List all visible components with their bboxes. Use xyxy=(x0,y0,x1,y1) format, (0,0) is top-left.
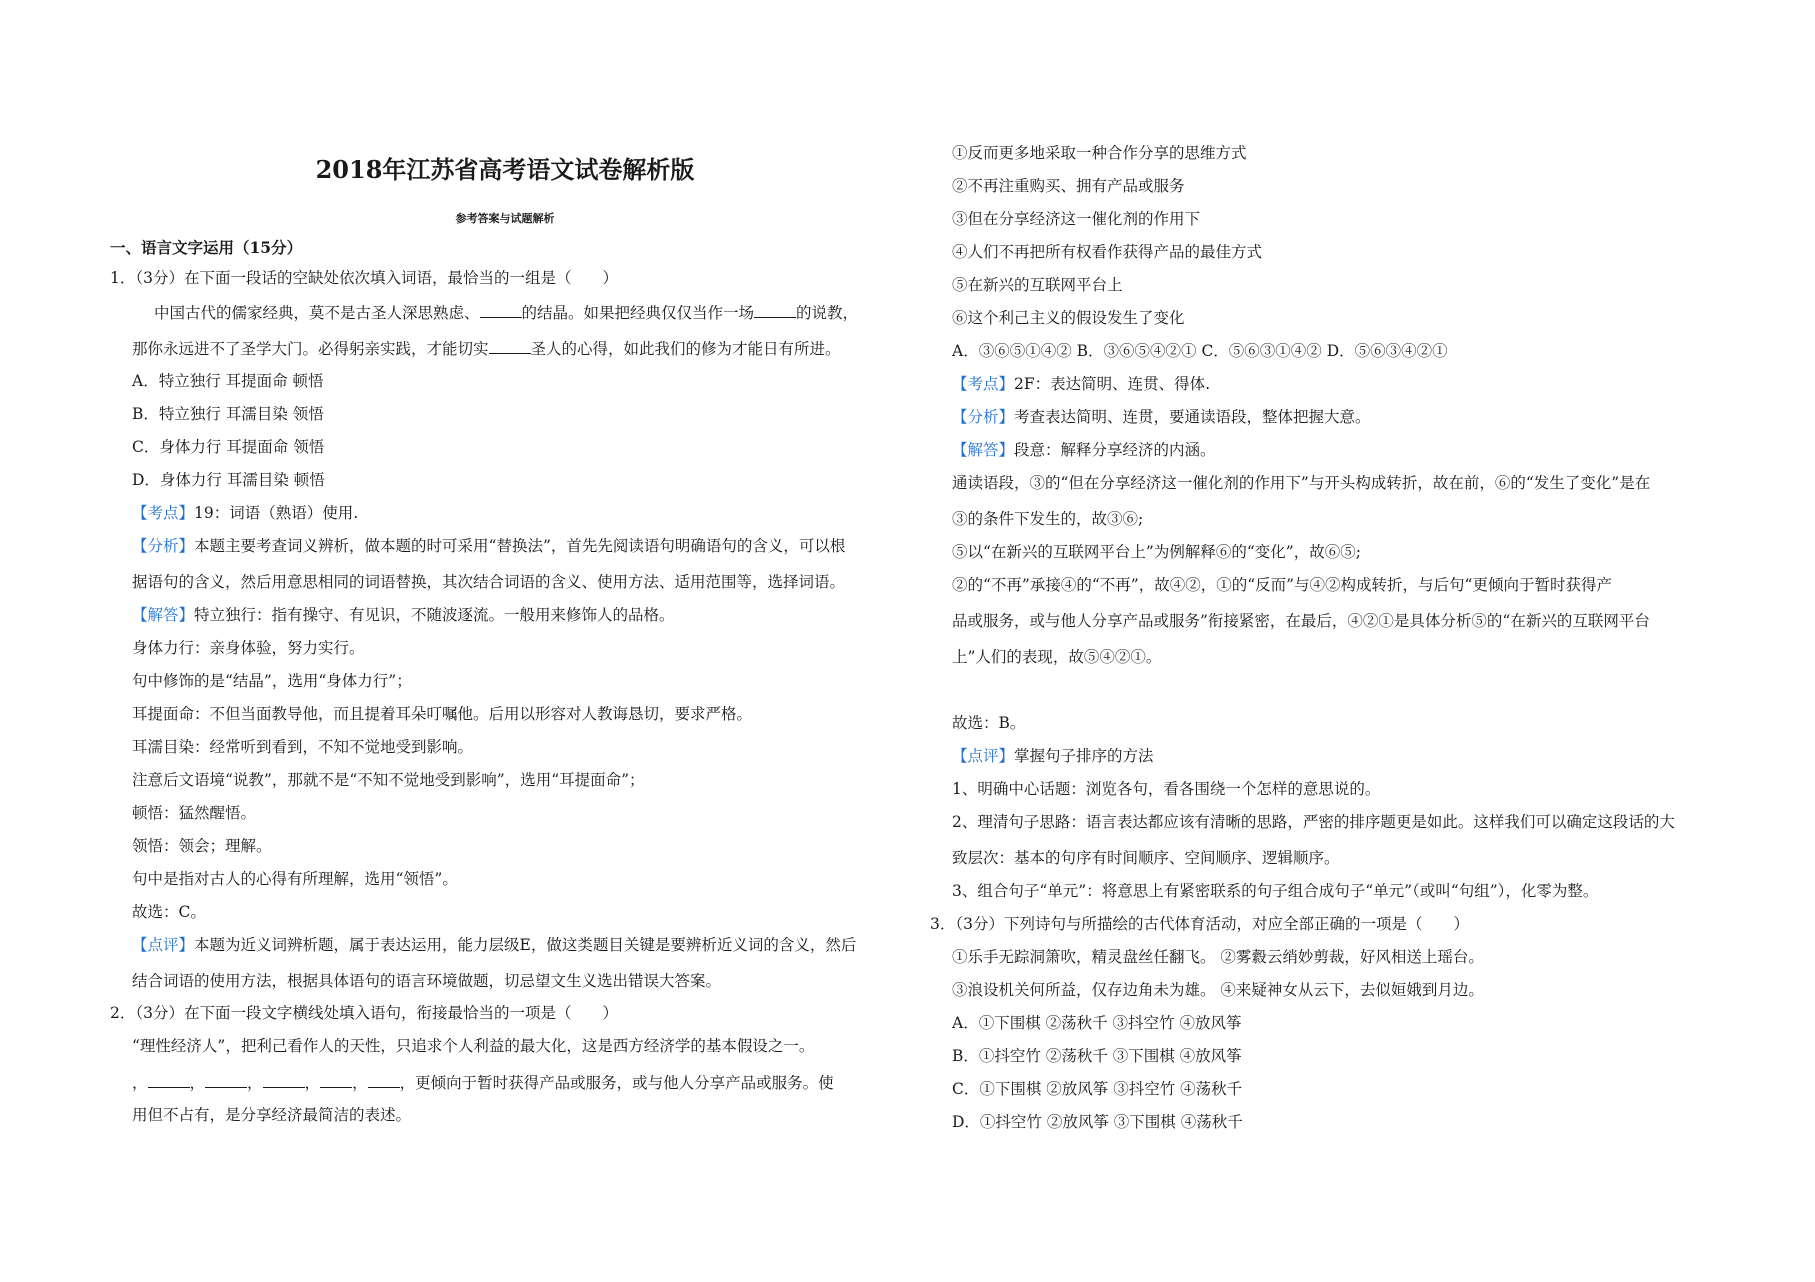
blank xyxy=(489,338,531,354)
q1-jieda-line: 句中是指对古人的心得有所理解，选用“领悟”。 xyxy=(132,870,458,888)
q2-jieda-line: ⑤以“在新兴的互联网平台上”为例解释⑥的“变化”，故⑥⑤; xyxy=(952,543,1361,561)
q3-option-b: B．①抖空竹 ②荡秋千 ③下围棋 ④放风筝 xyxy=(952,1047,1242,1065)
q2-jieda-line: 上”人们的表现，故⑤④②①。 xyxy=(952,648,1162,666)
q1-option-b: B．特立独行 耳濡目染 领悟 xyxy=(132,405,324,423)
q2-kaodian: 【考点】2F：表达简明、连贯、得体. xyxy=(952,375,1211,393)
q1-jieda: 【解答】特立独行：指有操守、有见识，不随波逐流。一般用来修饰人的品格。 xyxy=(132,606,675,624)
q1-passage-line-1: 中国古代的儒家经典，莫不是古圣人深思熟虑、 的结晶。如果把经典仅仅当作一场 的说教， xyxy=(154,304,859,322)
q2-jieda-line: ③的条件下发生的，故③⑥; xyxy=(952,510,1144,528)
q2-dianping-line: 1、明确中心话题：浏览各句，看各围绕一个怎样的意思说的。 xyxy=(952,780,1381,798)
document-subtitle: 参考答案与试题解析 xyxy=(455,212,555,225)
q1-answer: 故选：C。 xyxy=(132,903,206,921)
blank xyxy=(148,1072,190,1088)
q1-jieda-line: 领悟：领会；理解。 xyxy=(132,837,272,855)
q1-jieda-line: 耳濡目染：经常听到看到，不知不觉地受到影响。 xyxy=(132,738,474,756)
q3-poem-line: ③浪设机关何所益，仅存边角未为雄。 ④来疑神女从云下，去似姮娥到月边。 xyxy=(952,981,1484,999)
q1-dianping-2: 结合词语的使用方法，根据具体语句的语言环境做题，切忌望文生义选出错误大答案。 xyxy=(132,972,722,990)
section-heading: 一、语言文字运用（15分） xyxy=(110,238,303,257)
q1-option-a: A．特立独行 耳提面命 顿悟 xyxy=(132,372,324,390)
q2-jieda-line: 通读语段，③的“但在分享经济这一催化剂的作用下”与开头构成转折，故在前，⑥的“发生了变化”是在 xyxy=(952,474,1651,492)
q2-fenxi: 【分析】考查表达简明、连贯，要通读语段，整体把握大意。 xyxy=(952,408,1371,426)
q2-sentence-4: ④人们不再把所有权看作获得产品的最佳方式 xyxy=(952,243,1263,261)
q1-kaodian: 【考点】19：词语（熟语）使用. xyxy=(132,504,359,522)
q1-jieda-line: 身体力行：亲身体验，努力实行。 xyxy=(132,639,365,657)
q2-sentence-5: ⑤在新兴的互联网平台上 xyxy=(952,276,1123,294)
q1-stem: 1．（3分）在下面一段话的空缺处依次填入词语，最恰当的一组是（ ） xyxy=(110,269,618,287)
q2-answer: 故选：B。 xyxy=(952,714,1026,732)
blank xyxy=(320,1072,352,1088)
q1-passage-line-2: 那你永远进不了圣学大门。必得躬亲实践，才能切实 圣人的心得，如此我们的修为才能日有所进。 xyxy=(132,340,841,358)
q1-option-c: C．身体力行 耳提面命 领悟 xyxy=(132,438,325,456)
blank xyxy=(205,1072,247,1088)
q1-fenxi-2: 据语句的含义，然后用意思相同的词语替换，其次结合词语的含义、使用方法、适用范围等，选择词语。 xyxy=(132,573,846,591)
q1-jieda-line: 注意后文语境“说教”，那就不是“不知不觉地受到影响”，选用“耳提面命”； xyxy=(132,771,645,789)
q2-dianping-line: 2、理清句子思路：语言表达都应该有清晰的思路，严密的排序题更是如此。这样我们可以确定这段话的大 xyxy=(952,813,1675,831)
q2-dianping-line: 致层次：基本的句序有时间顺序、空间顺序、逻辑顺序。 xyxy=(952,849,1340,867)
q2-jieda-line: ②的“不再”承接④的“不再”，故④②，①的“反而”与④②构成转折，与后句“更倾向于暂时获得产 xyxy=(952,576,1612,594)
q2-passage-2: ， ， ， ， ， ，更倾向于暂时获得产品或服务，或与他人分享产品或服务。使 xyxy=(132,1074,834,1092)
q3-option-c: C．①下围棋 ②放风筝 ③抖空竹 ④荡秋千 xyxy=(952,1080,1243,1098)
blank xyxy=(368,1072,400,1088)
q3-stem: 3．（3分）下列诗句与所描绘的古代体育活动，对应全部正确的一项是（ ） xyxy=(930,915,1469,933)
q2-sentence-1: ①反而更多地采取一种合作分享的思维方式 xyxy=(952,144,1247,162)
q3-option-a: A．①下围棋 ②荡秋千 ③抖空竹 ④放风筝 xyxy=(952,1014,1242,1032)
blank xyxy=(480,302,522,318)
document-title: 2018年江苏省高考语文试卷解析版 xyxy=(315,155,695,184)
q2-sentence-3: ③但在分享经济这一催化剂的作用下 xyxy=(952,210,1201,228)
q2-jieda-line: 品或服务，或与他人分享产品或服务”衔接紧密，在最后，④②①是具体分析⑤的“在新兴的互联网平台 xyxy=(952,612,1650,630)
q1-jieda-line: 句中修饰的是“结晶”，选用“身体力行”； xyxy=(132,672,412,690)
q2-sentence-2: ②不再注重购买、拥有产品或服务 xyxy=(952,177,1185,195)
q2-passage-3: 用但不占有，是分享经济最简洁的表述。 xyxy=(132,1106,412,1124)
q2-stem: 2．（3分）在下面一段文字横线处填入语句，衔接最恰当的一项是（ ） xyxy=(110,1004,618,1022)
q1-jieda-line: 顿悟：猛然醒悟。 xyxy=(132,804,257,822)
q1-dianping: 【点评】本题为近义词辨析题，属于表达运用，能力层级E，做这类题目关键是要辨析近义词的含义，然后 xyxy=(132,936,857,954)
q2-options: A．③⑥⑤①④② B．③⑥⑤④②① C．⑤⑥③①④② D．⑤⑥③④②① xyxy=(952,342,1448,360)
q2-dianping: 【点评】掌握句子排序的方法 xyxy=(952,747,1154,765)
q3-option-d: D．①抖空竹 ②放风筝 ③下围棋 ④荡秋千 xyxy=(952,1113,1243,1131)
q1-jieda-line: 耳提面命：不但当面教导他，而且提着耳朵叮嘱他。后用以形容对人教诲恳切，要求严格。 xyxy=(132,705,753,723)
q3-poem-line: ①乐手无踪洞箫吹，精灵盘丝任翻飞。 ②雾縠云绡妙剪裁，好风相送上瑶台。 xyxy=(952,948,1484,966)
q2-passage-1: “理性经济人”，把利己看作人的天性，只追求个人利益的最大化，这是西方经济学的基本假设之一。 xyxy=(132,1037,815,1055)
q2-sentence-6: ⑥这个利己主义的假设发生了变化 xyxy=(952,309,1185,327)
q2-dianping-line: 3、组合句子“单元”：将意思上有紧密联系的句子组合成句子“单元”（或叫“句组”），化零为整。 xyxy=(952,882,1599,900)
q2-jieda: 【解答】段意：解释分享经济的内涵。 xyxy=(952,441,1216,459)
q1-option-d: D．身体力行 耳濡目染 顿悟 xyxy=(132,471,325,489)
q1-fenxi: 【分析】本题主要考查词义辨析，做本题的时可采用“替换法”，首先先阅读语句明确语句的含义，可以根 xyxy=(132,537,846,555)
blank xyxy=(263,1072,305,1088)
blank xyxy=(754,302,796,318)
